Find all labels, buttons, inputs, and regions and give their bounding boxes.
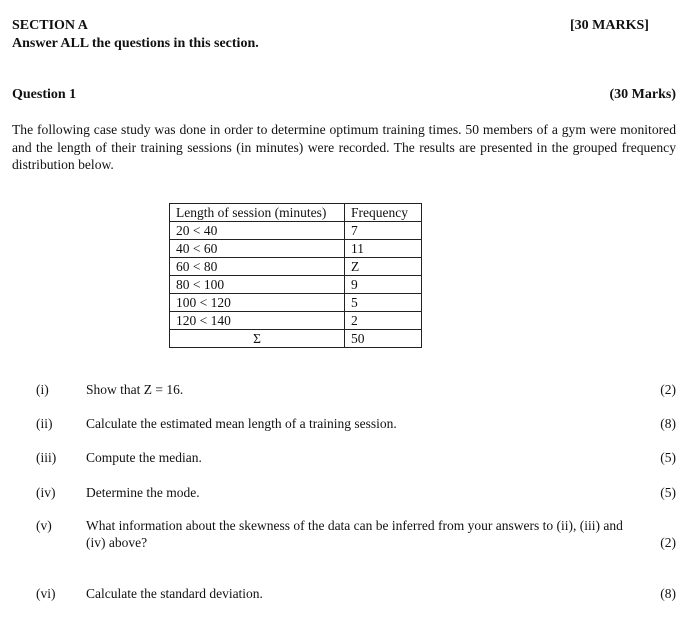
interval-cell: 40 < 60 xyxy=(170,240,345,258)
sum-symbol: Σ xyxy=(170,330,345,348)
header-frequency: Frequency xyxy=(345,204,422,222)
frequency-cell: Z xyxy=(345,258,422,276)
table-row xyxy=(170,258,422,276)
subquestion-text: Show that Z = 16. xyxy=(86,382,184,397)
table-row xyxy=(170,276,422,294)
interval-cell: 20 < 40 xyxy=(170,222,345,240)
total-marks: [30 MARKS] xyxy=(570,18,649,33)
subquestion-text: Compute the median. xyxy=(86,450,202,465)
question-title: Question 1 xyxy=(12,87,77,102)
subquestion-number: (iii) xyxy=(36,450,57,465)
subquestion-marks: (8) xyxy=(660,586,676,601)
interval-cell: 60 < 80 xyxy=(170,258,345,276)
subquestion-marks: (5) xyxy=(660,450,676,465)
question-marks: (30 Marks) xyxy=(609,87,676,102)
table-header-row xyxy=(170,204,422,222)
subquestion-marks: (8) xyxy=(660,416,676,431)
subquestion-text-continued: (iv) above? xyxy=(86,535,148,550)
total-frequency: 50 xyxy=(345,330,422,348)
subquestion-number: (iv) xyxy=(36,485,56,500)
frequency-cell: 5 xyxy=(345,294,422,312)
subquestion-text: Determine the mode. xyxy=(86,485,200,500)
subquestion-marks: (2) xyxy=(660,535,676,550)
frequency-cell: 9 xyxy=(345,276,422,294)
frequency-cell: 7 xyxy=(345,222,422,240)
subquestion-marks: (5) xyxy=(660,485,676,500)
subquestion-number: (vi) xyxy=(36,586,56,601)
subquestion-marks: (2) xyxy=(660,382,676,397)
frequency-cell: 11 xyxy=(345,240,422,258)
table-row xyxy=(170,312,422,330)
table-row xyxy=(170,294,422,312)
subquestion-number: (v) xyxy=(36,518,52,533)
subquestion-number: (ii) xyxy=(36,416,53,431)
section-title: SECTION A xyxy=(12,18,88,33)
interval-cell: 80 < 100 xyxy=(170,276,345,294)
table-row xyxy=(170,222,422,240)
subquestion-number: (i) xyxy=(36,382,49,397)
subquestion-text: What information about the skewness of the data can be inferred from your answers to (ii), (iii) and xyxy=(86,518,623,533)
subquestion-text: Calculate the standard deviation. xyxy=(86,586,263,601)
subquestion-text: Calculate the estimated mean length of a training session. xyxy=(86,416,397,431)
frequency-cell: 2 xyxy=(345,312,422,330)
header-length: Length of session (minutes) xyxy=(170,204,345,222)
table-row xyxy=(170,240,422,258)
table-total-row xyxy=(170,330,422,348)
frequency-table xyxy=(169,203,422,348)
question-intro: The following case study was done in order to determine optimum training times. 50 members of a gym were monitored and the length of their training sessions (in minutes) were recorded. The results are presented in the grouped frequency distribution below. xyxy=(12,122,676,172)
interval-cell: 100 < 120 xyxy=(170,294,345,312)
interval-cell: 120 < 140 xyxy=(170,312,345,330)
section-instruction: Answer ALL the questions in this section. xyxy=(12,36,259,51)
